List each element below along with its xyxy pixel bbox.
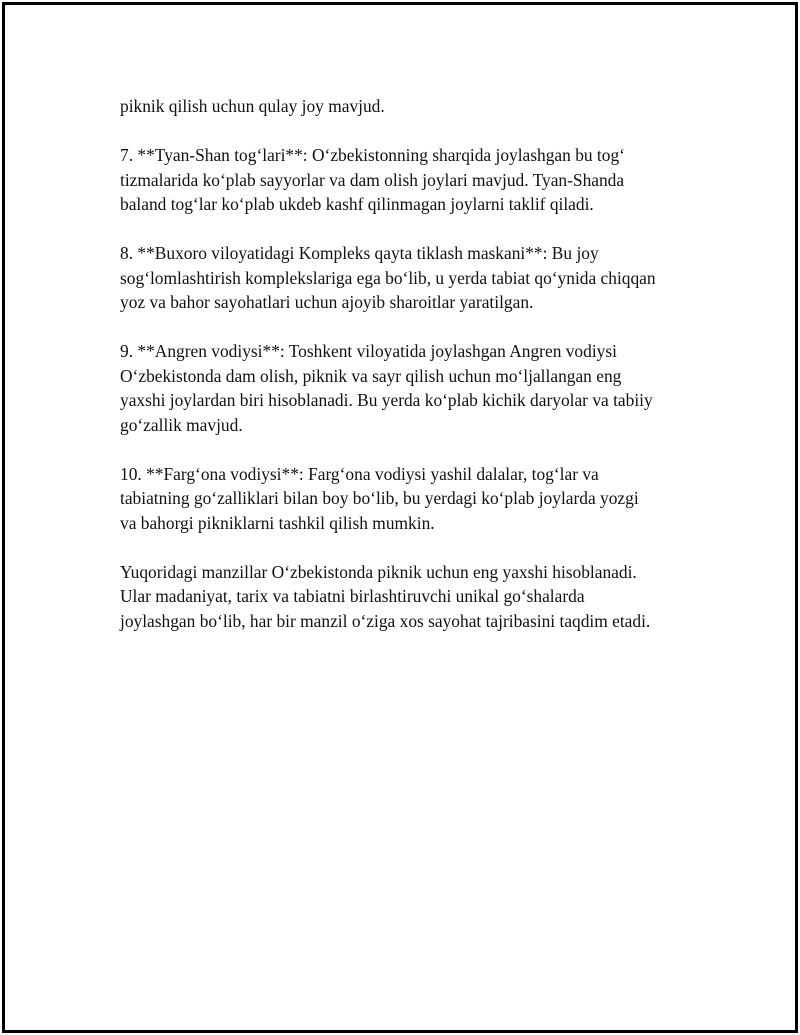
text-line: go‘zallik mavjud. — [120, 414, 243, 435]
text-line: 7. **Tyan-Shan tog‘lari**: O‘zbekistonning sharqida joylashgan bu tog‘ — [120, 145, 625, 165]
text-line: joylashgan bo‘lib, har bir manzil o‘ziga xos sayohat tajribasini taqdim etadi. — [120, 610, 651, 631]
document-body — [120, 94, 695, 658]
text-line: 9. **Angren vodiysi**: Toshkent viloyatida joylashgan Angren vodiysi — [120, 341, 617, 361]
text-line: O‘zbekistonda dam olish, piknik va sayr qilish uchun mo‘ljallangan eng — [120, 365, 622, 386]
paragraph-item-9 — [120, 339, 695, 437]
text-line: 10. **Farg‘ona vodiysi**: Farg‘ona vodiysi yashil dalalar, tog‘lar va — [120, 463, 599, 484]
text-line: yoz va bahor sayohatlari uchun ajoyib sharoitlar yaratilgan. — [120, 292, 534, 312]
text-line: va bahorgi pikniklarni tashkil qilish mumkin. — [120, 512, 435, 533]
text-line: sog‘lomlashtirish komplekslariga ega bo‘lib, u yerda tabiat qo‘ynida chiqqan — [120, 267, 656, 288]
paragraph-conclusion — [120, 560, 695, 634]
paragraph-continuation — [120, 94, 695, 119]
text-line: baland tog‘lar ko‘plab ukdeb kashf qilinmagan joylarni taklif qiladi. — [120, 194, 594, 214]
text-line: 8. **Buxoro viloyatidagi Kompleks qayta tiklash maskani**: Bu joy — [120, 243, 599, 263]
text-line: Ular madaniyat, tarix va tabiatni birlashtiruvchi unikal go‘shalarda — [120, 586, 585, 606]
paragraph-item-8 — [120, 241, 695, 315]
text-line: Yuqoridagi manzillar O‘zbekistonda piknik uchun eng yaxshi hisoblanadi. — [120, 561, 637, 582]
text-line: tizmalarida ko‘plab sayyorlar va dam olish joylari mavjud. Tyan-Shanda — [120, 169, 625, 190]
paragraph-item-7 — [120, 143, 695, 217]
text-line: piknik qilish uchun qulay joy mavjud. — [120, 96, 385, 116]
paragraph-item-10 — [120, 462, 695, 536]
text-line: yaxshi joylardan biri hisoblanadi. Bu yerda ko‘plab kichik daryolar va tabiiy — [120, 390, 653, 410]
text-line: tabiatning go‘zalliklari bilan boy bo‘lib, bu yerdagi ko‘plab joylarda yozgi — [120, 488, 639, 508]
document-page — [2, 2, 798, 1033]
